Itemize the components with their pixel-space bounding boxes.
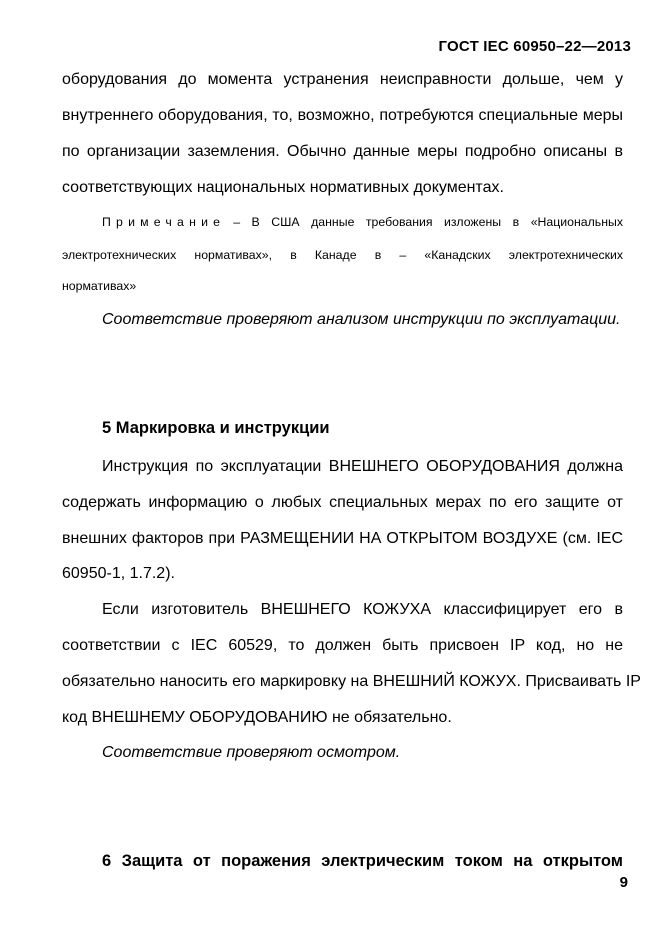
note-line: – В США данные требования изложены в «Национальных — [233, 215, 623, 229]
paragraph-line: внутреннего оборудования, то, возможно, потребуются специальные меры — [62, 107, 623, 124]
paragraph-line: обязательно наносить его маркировку на ВНЕШНИЙ КОЖУХ. Присваивать IP — [62, 673, 641, 690]
note-line: нормативах» — [62, 279, 137, 293]
paragraph-line: внешних факторов при РАЗМЕЩЕНИИ НА ОТКРЫТОМ ВОЗДУХЕ (см. IEC — [62, 530, 623, 547]
note-line: электротехнических нормативах», в Канаде в – «Канадских электротехнических — [62, 248, 623, 262]
note-label: Примечание — [102, 215, 226, 229]
compliance-text: Соответствие проверяют анализом инструкции по эксплуатации. — [102, 311, 621, 328]
paragraph-line: соответствующих национальных нормативных документах. — [62, 179, 504, 196]
paragraph-line: 60950-1, 1.7.2). — [62, 565, 175, 582]
paragraph-line: код ВНЕШНЕМУ ОБОРУДОВАНИЮ не обязательно. — [62, 709, 452, 726]
paragraph-line: оборудования до момента устранения неисправности дольше, чем у — [62, 71, 623, 88]
paragraph-line: по организации заземления. Обычно данные меры подробно описаны в — [62, 143, 623, 160]
section-heading: 5 Маркировка и инструкции — [102, 419, 330, 437]
paragraph-line: Инструкция по эксплуатации ВНЕШНЕГО ОБОРУДОВАНИЯ должна — [102, 458, 623, 475]
paragraph-line: соответствии с IEC 60529, то должен быть присвоен IP код, но не — [62, 637, 623, 654]
section-heading: 6 Защита от поражения электрическим током на открытом — [102, 852, 623, 870]
paragraph-line: Если изготовитель ВНЕШНЕГО КОЖУХА классифицирует его в — [102, 601, 623, 618]
page-number: 9 — [619, 874, 628, 891]
paragraph-line: содержать информацию о любых специальных мерах по его защите от — [62, 494, 623, 511]
note-first-line — [102, 212, 623, 232]
standard-header: ГОСТ IEC 60950–22—2013 — [438, 38, 631, 55]
compliance-text: Соответствие проверяют осмотром. — [102, 744, 401, 761]
